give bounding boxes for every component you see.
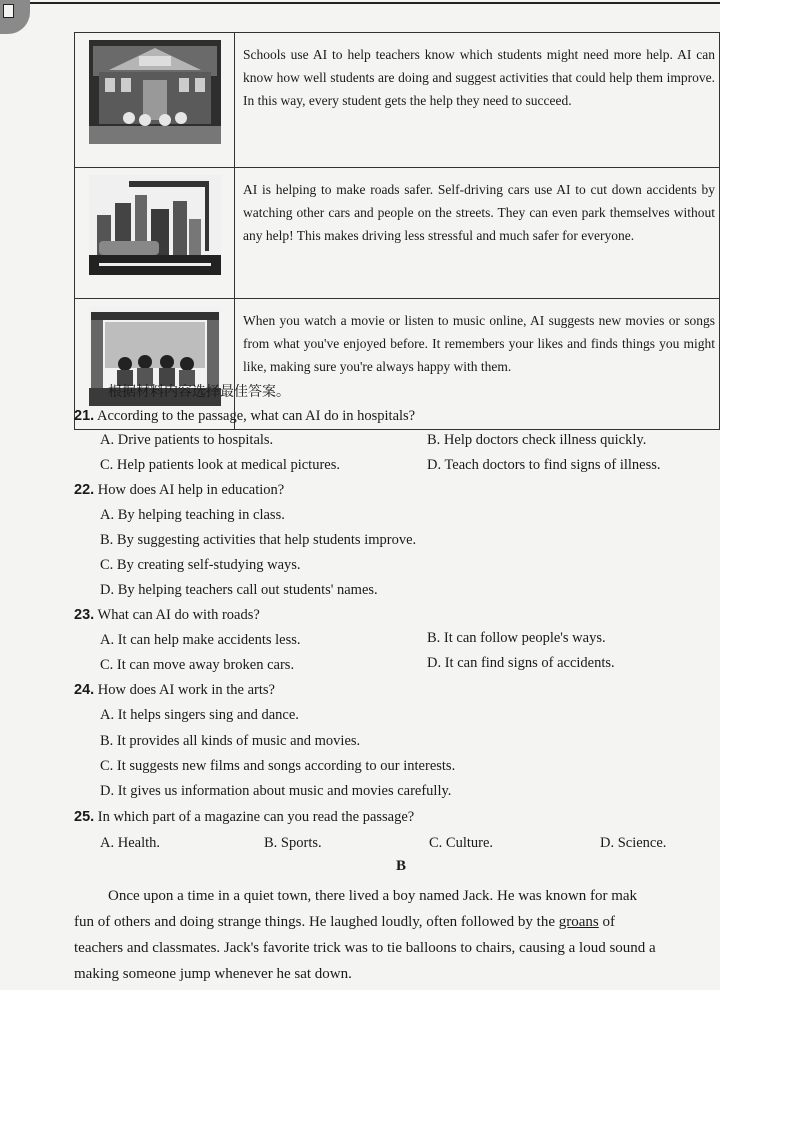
option-23-b[interactable]: B. It can follow people's ways. [427, 630, 606, 646]
section-b-heading: B [396, 858, 407, 874]
option-25-b[interactable]: B. Sports. [264, 835, 322, 851]
section-b-passage [74, 883, 720, 987]
passage-text: of [598, 914, 616, 930]
question-21 [74, 408, 415, 425]
question-number: 23 [74, 607, 91, 623]
option-21-c[interactable]: C. Help patients look at medical pictures. [100, 457, 340, 473]
question-stem: How does AI help in education? [97, 482, 285, 498]
option-24-b[interactable]: B. It provides all kinds of music and movies. [100, 733, 361, 749]
option-24-a[interactable]: A. It helps singers sing and dance. [100, 707, 299, 723]
image-cell [75, 33, 235, 168]
option-25-d[interactable]: D. Science. [600, 835, 667, 851]
top-rule [30, 2, 720, 4]
option-23-d[interactable]: D. It can find signs of accidents. [427, 655, 615, 671]
question-24 [74, 682, 275, 699]
table-text-cell: Schools use AI to help teachers know which students might need more help. AI can know how well students are doing and suggest activities that could help them improve. In this way, every student gets the help they need to succeed. [235, 33, 720, 168]
passage-line: Once upon a time in a quiet town, there lived a boy named Jack. He was known for mak [108, 888, 638, 904]
option-22-d[interactable]: D. By helping teachers call out students' names. [100, 582, 378, 598]
table-row [75, 168, 720, 299]
page-corner-tab [0, 0, 30, 34]
bookmark-icon [3, 4, 14, 18]
option-25-c[interactable]: C. Culture. [429, 835, 494, 851]
ai-uses-table [74, 32, 720, 430]
city-traffic-illustration-icon [89, 175, 221, 275]
question-stem: What can AI do with roads? [97, 607, 260, 623]
question-stem: In which part of a magazine can you read the passage? [97, 809, 415, 825]
option-21-d[interactable]: D. Teach doctors to find signs of illness. [427, 457, 661, 473]
option-25-a[interactable]: A. Health. [100, 835, 160, 851]
question-stem: How does AI work in the arts? [97, 682, 275, 698]
image-cell [75, 168, 235, 299]
table-text-cell: When you watch a movie or listen to music online, AI suggests new movies or songs from what you've enjoyed before. It remembers your likes and finds things you might like, making sure you're always happy with them. [235, 299, 720, 430]
question-number: 22 [74, 482, 91, 498]
underlined-word: groans [558, 914, 599, 930]
number-dot: . [90, 482, 95, 498]
option-21-a[interactable]: A. Drive patients to hospitals. [100, 432, 274, 448]
option-21-b[interactable]: B. Help doctors check illness quickly. [427, 432, 647, 448]
number-dot: . [90, 408, 95, 424]
option-22-a[interactable]: A. By helping teaching in class. [100, 507, 285, 523]
option-24-c[interactable]: C. It suggests new films and songs according to our interests. [100, 758, 456, 774]
question-stem: According to the passage, what can AI do in hospitals? [97, 408, 416, 424]
question-number: 24 [74, 682, 91, 698]
question-22 [74, 482, 284, 499]
question-number: 21 [74, 408, 91, 424]
passage-line: teachers and classmates. Jack's favorite trick was to tie balloons to chairs, causing a loud sound a [74, 940, 656, 956]
instruction-text: 根据材料内容选择最佳答案。 [108, 384, 290, 400]
question-number: 25 [74, 809, 91, 825]
table-text-cell: AI is helping to make roads safer. Self-driving cars use AI to cut down accidents by watching other cars and people on the streets. They can even park themselves without any help! This makes driving less stressful and much safer for everyone. [235, 168, 720, 299]
number-dot: . [90, 809, 95, 825]
question-23 [74, 607, 260, 624]
number-dot: . [90, 682, 95, 698]
option-22-c[interactable]: C. By creating self-studying ways. [100, 557, 301, 573]
option-24-d[interactable]: D. It gives us information about music and movies carefully. [100, 783, 452, 799]
school-illustration-icon [89, 40, 221, 144]
question-25 [74, 809, 414, 826]
option-23-c[interactable]: C. It can move away broken cars. [100, 657, 295, 673]
option-23-a[interactable]: A. It can help make accidents less. [100, 632, 301, 648]
option-22-b[interactable]: B. By suggesting activities that help students improve. [100, 532, 417, 548]
number-dot: . [90, 607, 95, 623]
passage-text: fun of others and doing strange things. He laughed loudly, often followed by the [74, 914, 559, 930]
passage-line [74, 909, 720, 935]
passage-line: making someone jump whenever he sat down. [74, 966, 352, 982]
table-row [75, 33, 720, 168]
